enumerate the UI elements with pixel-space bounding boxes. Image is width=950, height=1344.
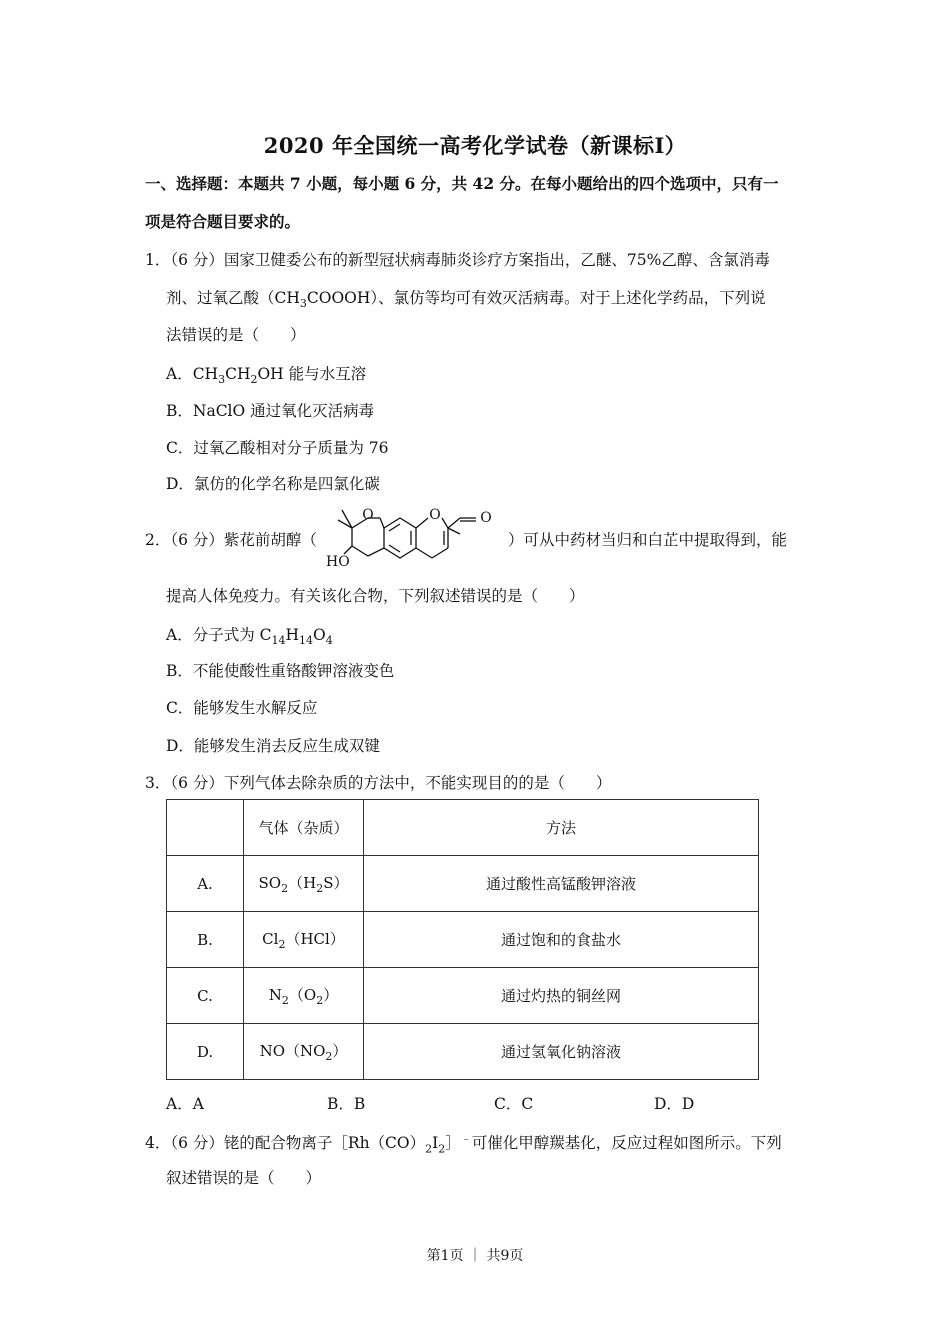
section-heading-line1: 一、选择题：本题共 7 小题，每小题 6 分，共 42 分。在每小题给出的四个选项中，只有一 [145,174,779,193]
q1-stem-line2: 剂、过氧乙酸$(CH_3COOOH)$、氯仿等均可有效灭活病毒。对于上述化学药品，下列说 [166,289,766,311]
table-row-label: C. [167,968,244,1024]
mol-oxygen-label-1: O [362,507,374,523]
page-footer: 第1页 ｜ 共9页 [426,1248,524,1264]
molecule-structure-image [320,504,508,570]
table-header-blank [167,800,244,856]
q1-option-c: C．过氧乙酸相对分子质量为 76 [166,439,389,457]
table-row-gas: $NO(NO_2)$ [244,1024,364,1080]
q3-answer-c: C．C [494,1095,534,1113]
table-row [167,1024,759,1080]
q2-stem-line1b: ）可从中药材当归和白芷中提取得到，能 [508,531,788,549]
mol-hydroxyl-label: HO [326,554,350,570]
q2-option-d: D．能够发生消去反应生成双键 [166,737,380,755]
table-row-label: A. [167,856,244,912]
q2-stem-line1a: 2．（6 分）紫花前胡醇（ [145,531,317,549]
q1-stem-line3: 法错误的是（ ） [166,326,306,344]
q1-option-a: A．$CH_3CH_2OH$ 能与水互溶 [166,365,367,387]
q2-option-a: A．分子式为 $C_{14}H_{14}O_4$ [166,626,333,648]
q1-option-d: D．氯仿的化学名称是四氯化碳 [166,475,380,493]
q4-stem-line1: 4．（6 分）铑的配合物离子$[Rh(CO)_2I_2]^﹣$可催化甲醇羰基化，反应过程如图所示。下列 [145,1132,782,1156]
table-row [167,968,759,1024]
q3-answer-a: A．A [166,1095,204,1113]
mol-oxygen-label-3: O [480,510,492,526]
q3-table [166,799,759,1080]
table-row [167,912,759,968]
q3-answer-b: B．B [327,1095,366,1113]
table-row-method: 通过饱和的食盐水 [364,912,759,968]
section-heading [145,165,810,241]
table-row-method: 通过酸性高锰酸钾溶液 [364,856,759,912]
section-heading-line2: 项是符合题目要求的。 [145,212,301,231]
table-header-row [167,800,759,856]
table-row [167,856,759,912]
table-row-gas: $SO_2(H_2S)$ [244,856,364,912]
q1-option-b: B．NaClO 通过氧化灭活病毒 [166,402,375,420]
table-row-label: D. [167,1024,244,1080]
q2-stem-line2: 提高人体免疫力。有关该化合物，下列叙述错误的是（ ） [166,587,585,605]
q2-option-c: C．能够发生水解反应 [166,699,318,717]
table-row-method: 通过灼热的铜丝网 [364,968,759,1024]
table-row-gas: $Cl_2(HCl)$ [244,912,364,968]
page-title: 2020 年全国统一高考化学试卷（新课标Ⅰ） [263,133,687,158]
table-row-method: 通过氢氧化钠溶液 [364,1024,759,1080]
table-row-gas: $N_2(O_2)$ [244,968,364,1024]
table-header-gas: 气体（杂质） [244,800,364,856]
table-row-label: B. [167,912,244,968]
q1-stem-line1: 1．（6 分）国家卫健委公布的新型冠状病毒肺炎诊疗方案指出，乙醚、75%乙醇、含氯消毒 [145,251,770,269]
q4-stem-line2: 叙述错误的是（ ） [166,1169,322,1187]
table-header-method: 方法 [364,800,759,856]
q3-stem: 3．（6 分）下列气体去除杂质的方法中，不能实现目的的是（ ） [145,774,612,792]
q2-option-b: B．不能使酸性重铬酸钾溶液变色 [166,662,395,680]
mol-oxygen-label-2: O [429,507,441,523]
q3-answer-d: D．D [654,1095,695,1113]
